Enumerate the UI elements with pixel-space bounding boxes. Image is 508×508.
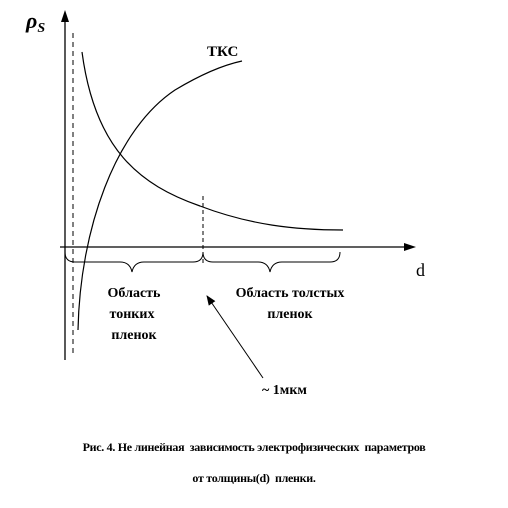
x-axis-label: d — [416, 260, 425, 280]
thin-films-label-line-3: пленок — [111, 328, 157, 343]
thick-films-label-line-1: Область толстых — [235, 286, 345, 301]
y-axis-label — [25, 8, 45, 36]
boundary-pointer-arrow — [207, 296, 263, 378]
boundary-label: ~ 1мкм — [262, 383, 307, 398]
thin-films-label-line-2: тонких — [109, 307, 155, 322]
tcr-label: ТКС — [207, 44, 239, 60]
figure-caption-line-1: Рис. 4. Не линейная зависимость электрофизических параметров — [82, 440, 426, 454]
figure-caption-line-2: от толщины(d) пленки. — [192, 471, 316, 485]
y-axis-arrow — [61, 10, 69, 22]
thick-films-label-line-2: пленок — [267, 307, 313, 322]
x-axis-arrow — [404, 243, 416, 251]
resistance-curve — [82, 52, 343, 230]
y-axis-label-main: ρ — [26, 8, 38, 33]
y-axis-label-sub: S — [37, 21, 46, 36]
thin-films-label-line-1: Область — [107, 286, 161, 301]
thick-films-brace — [203, 252, 340, 272]
